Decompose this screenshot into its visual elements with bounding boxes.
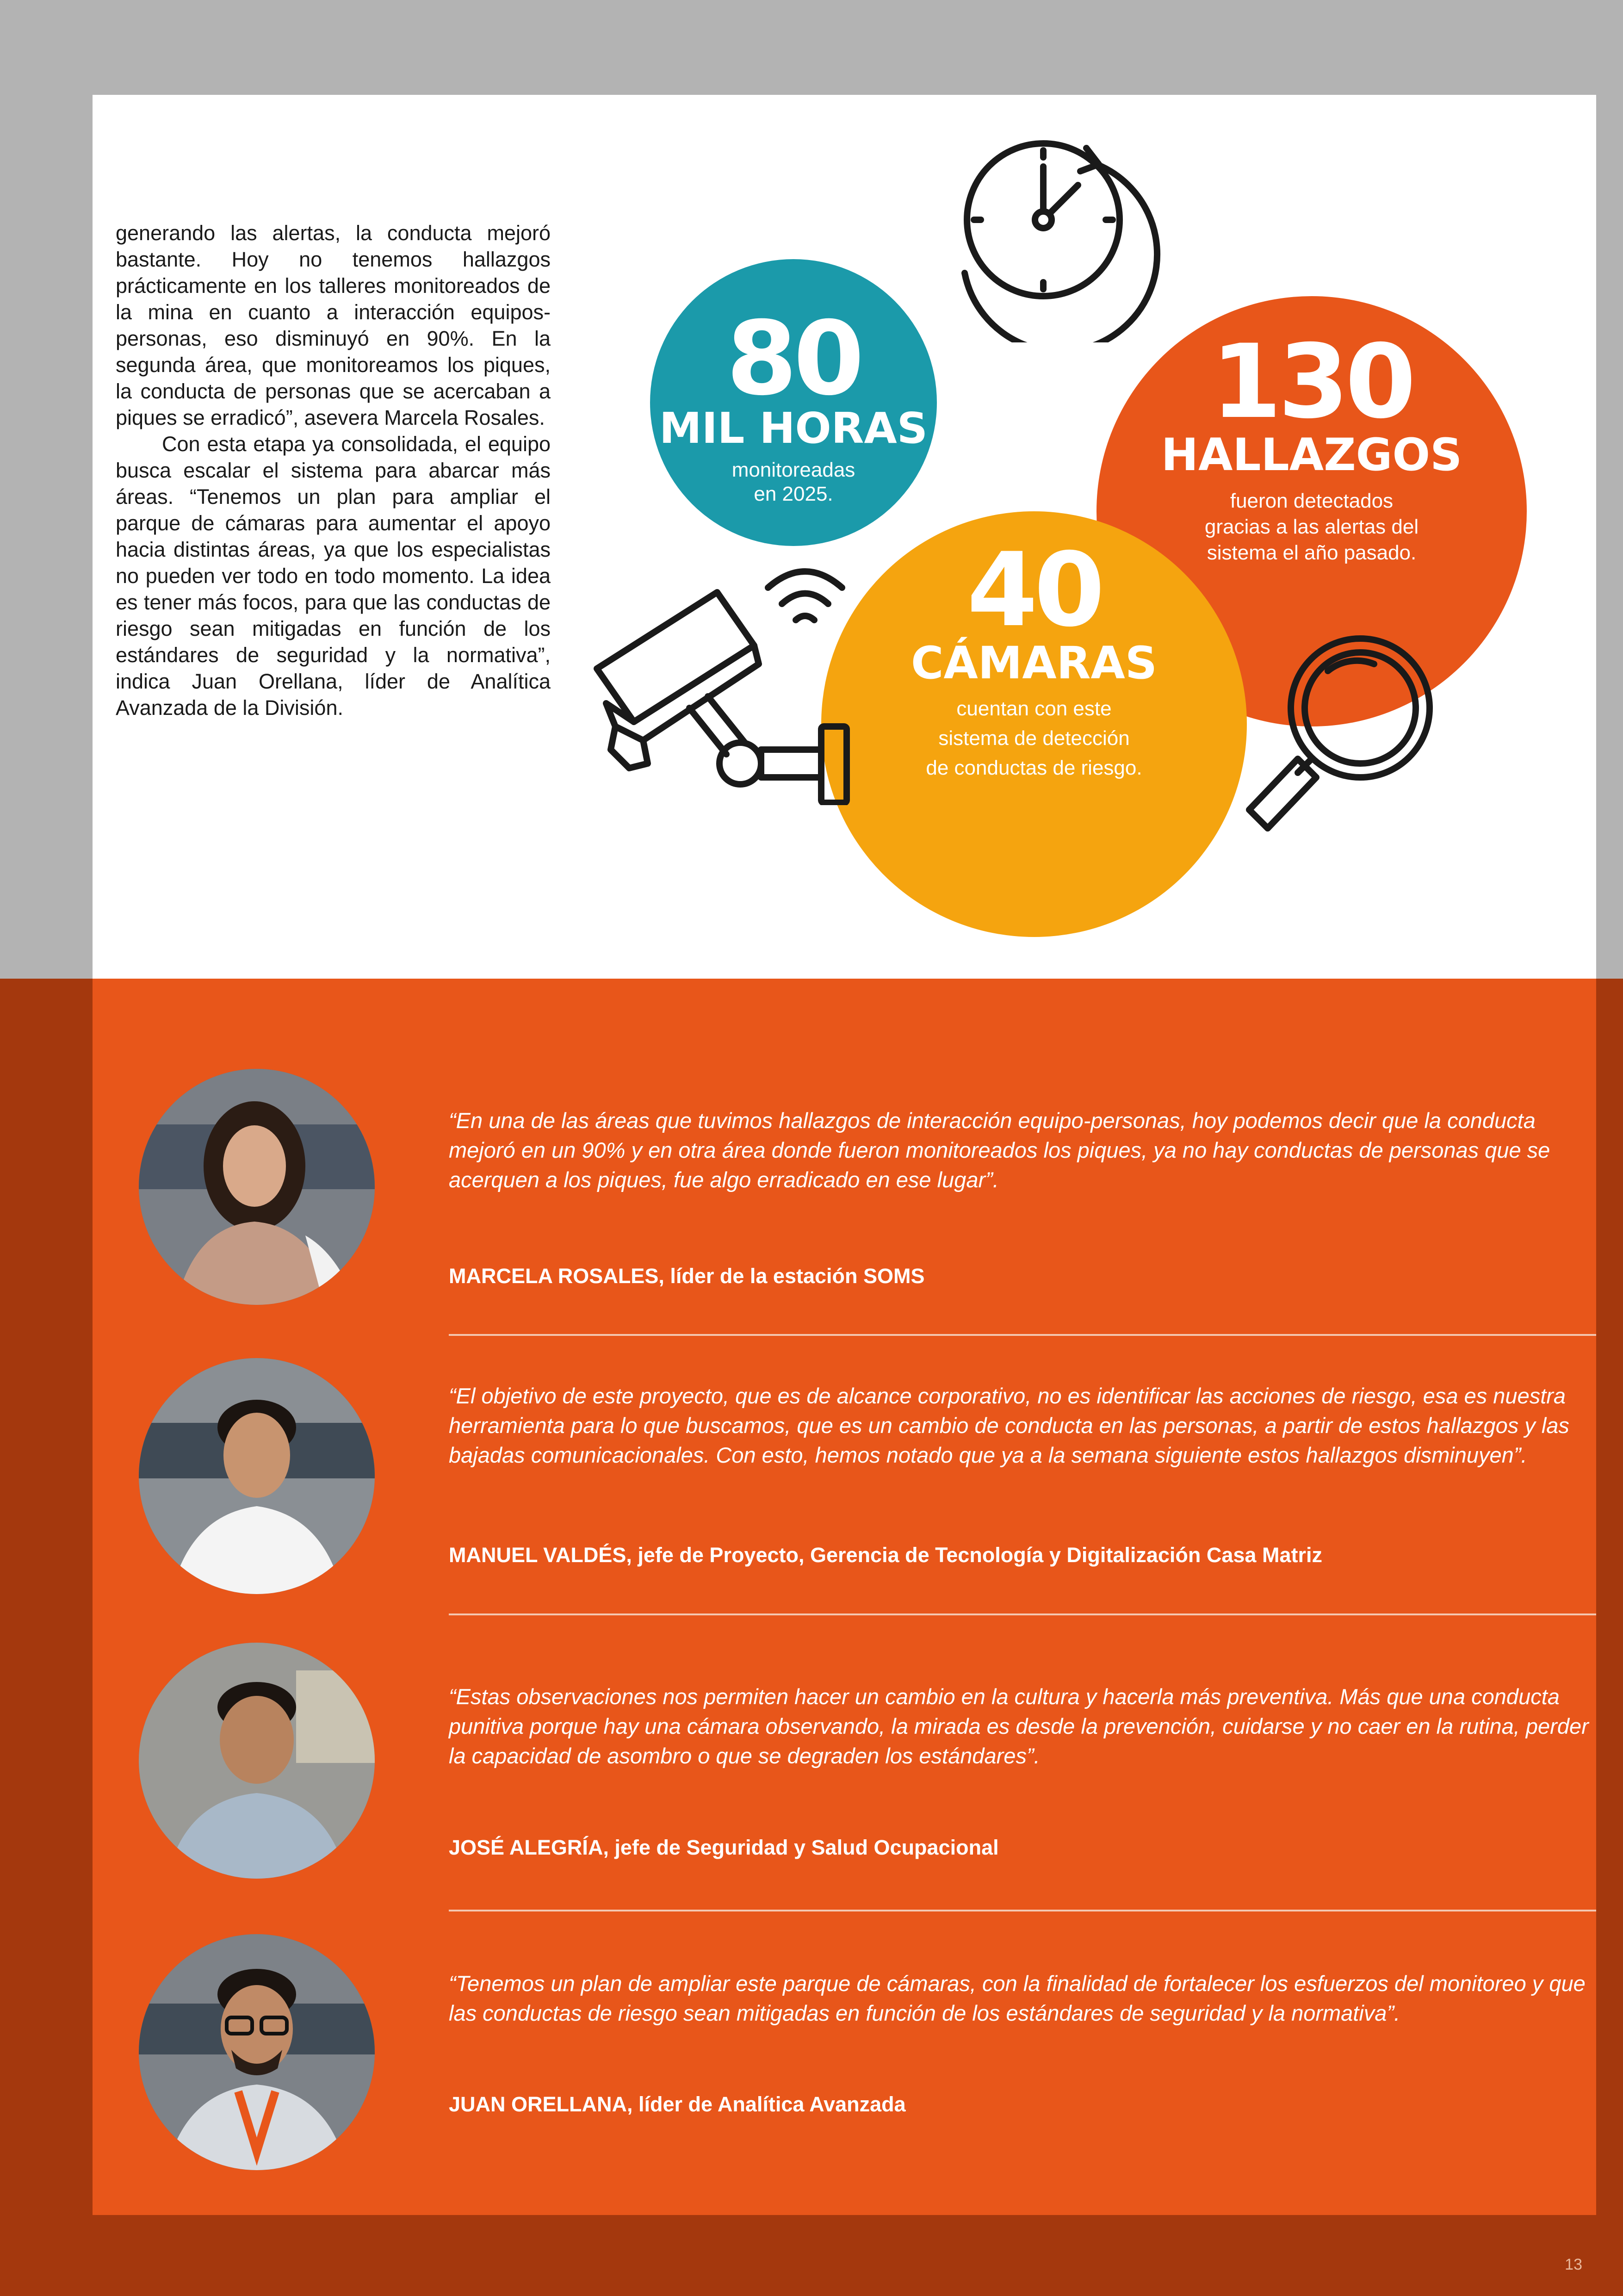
- portrait-woman-icon: [139, 1069, 375, 1305]
- quote-text: “El objetivo de este proyecto, que es de alcance corporativo, no es identificar las acciones de riesgo, esa es nuestra herramienta para lo que buscamos, que es un cambio de conducta en las personas, a partir de estos hallazgos y las bajadas comunicacionales. Con esto, hemos notado que ya a la semana siguiente estos hallazgos disminuyen”.: [449, 1384, 1569, 1467]
- stat-findings-desc-line: sistema el año pasado.: [1207, 541, 1417, 564]
- quote-text: “Tenemos un plan de ampliar este parque de cámaras, con la finalidad de fortalecer los esfuerzos del monitoreo y que las conductas de riesgo sean mitigadas en función de los estándares de seguridad y la normativa”.: [449, 1971, 1586, 2025]
- quote-author: MANUEL VALDÉS, jefe de Proyecto, Gerencia de Tecnología y Digitalización Casa Matriz: [449, 1543, 1322, 1567]
- avatar-juan-orellana: [139, 1934, 375, 2170]
- portrait-man-icon: [139, 1643, 375, 1879]
- stat-cameras-number: 40: [966, 531, 1102, 649]
- stat-hours: [650, 259, 937, 546]
- stat-findings-number: 130: [1211, 323, 1412, 441]
- stat-hours-number: 80: [726, 299, 861, 418]
- quote-divider: [449, 1910, 1596, 1911]
- article-paragraph-1: generando las alertas, la conducta mejoró bastante. Hoy no tenemos hallazgos prácticamente en los talleres monitoreados de la mina en cuanto a interacción equipos-personas, eso disminuyó en 90%. En la segunda área, que monitoreamos los piques, la conducta de personas que se acercaban a piques se erradicó”, asevera Marcela Rosales.: [116, 221, 551, 429]
- stat-hours-desc-line: monitoreadas: [731, 459, 855, 481]
- stat-findings-unit: HALLAZGOS: [1161, 429, 1462, 481]
- stat-cameras-desc: [821, 694, 1247, 783]
- stat-hours-desc: [650, 458, 937, 506]
- quote-divider: [449, 1334, 1596, 1336]
- article-body: [116, 220, 551, 721]
- article-paragraph-2: Con esta etapa ya consolidada, el equipo busca escalar el sistema para abarcar más áreas. “Tenemos un plan para ampliar el parque de cámaras para aumentar el apoyo hacia distintas áreas, ya que los especialistas no pueden ver todo en todo momento. La idea es tener más focos, para que las conductas de riesgo sean mitigadas en función de los estándares de seguridad y la normativa”, indica Juan Orellana, líder de Analítica Avanzada de la División.: [116, 432, 551, 720]
- stat-cameras-desc-line: sistema de detección: [938, 727, 1130, 750]
- stat-findings-desc-line: gracias a las alertas del: [1204, 515, 1419, 538]
- quote-text: “En una de las áreas que tuvimos hallazgos de interacción equipo-personas, hoy podemos decir que la conducta mejoró en un 90% y en otra área donde fueron monitoreados los piques, ya no hay conductas de personas que se acerquen a los piques, fue algo erradicado en ese lugar”.: [449, 1108, 1550, 1192]
- stat-findings-desc-line: fueron detectados: [1230, 490, 1394, 512]
- quote-text: “Estas observaciones nos permiten hacer un cambio en la cultura y hacerla más preventiva. Más que una conducta punitiva porque hay una cámara observando, la mirada es desde la prevención, cuidarse y no caer en la rutina, perder la capacidad de asombro o que se degraden los estándares”.: [449, 1684, 1589, 1768]
- stat-cameras-desc-line: cuentan con este: [956, 697, 1112, 720]
- stat-cameras-unit: CÁMARAS: [911, 637, 1157, 689]
- quote-divider: [449, 1613, 1596, 1615]
- stats-infographic: [578, 120, 1504, 907]
- portrait-man-icon: [139, 1358, 375, 1594]
- magnifier-icon: [1235, 620, 1448, 842]
- portrait-man-icon: [139, 1934, 375, 2170]
- avatar-jose-alegria: [139, 1643, 375, 1879]
- page-number: 13: [1565, 2256, 1582, 2273]
- stat-cameras-desc-line: de conductas de riesgo.: [926, 757, 1142, 779]
- stat-hours-unit: MIL HORAS: [659, 403, 928, 453]
- avatar-manuel-valdes: [139, 1358, 375, 1594]
- quote-author: JOSÉ ALEGRÍA, jefe de Seguridad y Salud Ocupacional: [449, 1836, 999, 1859]
- quote-author: MARCELA ROSALES, líder de la estación SOMS: [449, 1264, 925, 1288]
- stat-hours-desc-line: en 2025.: [754, 483, 833, 505]
- avatar-marcela-rosales: [139, 1069, 375, 1305]
- quote-author: JUAN ORELLANA, líder de Analítica Avanzada: [449, 2092, 906, 2116]
